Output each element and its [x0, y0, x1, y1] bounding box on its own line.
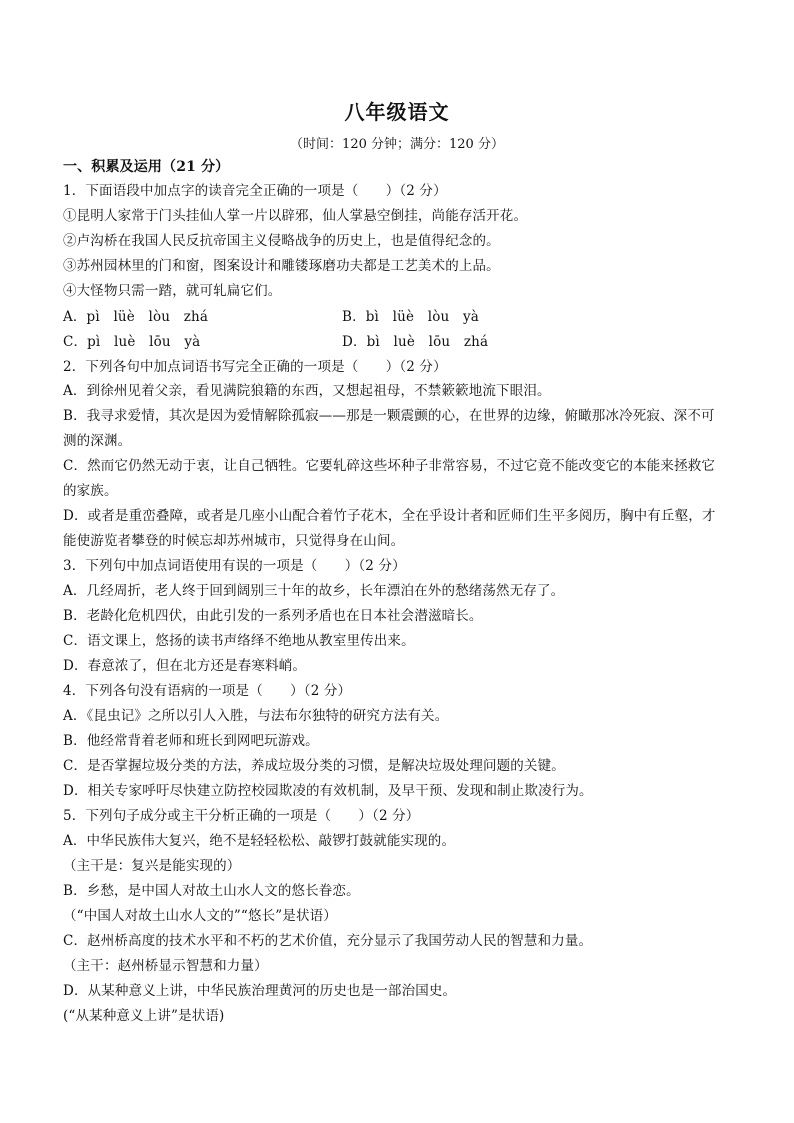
question-4-option-d: D．相关专家呼吁尽快建立防控校园欺凌的有效机制，及早干预、发现和制止欺凌行为。: [63, 783, 593, 799]
question-5-option-d: D．从某种意义上讲，中华民族治理黄河的历史也是一部治国史。: [63, 983, 457, 999]
question-3-option-d: D．春意浓了，但在北方还是春寒料峭。: [63, 658, 307, 674]
question-5-option-a-note: （主干是：复兴是能实现的）: [63, 858, 241, 874]
question-1-sentence-4: ④大怪物只需一踏，就可轧扁它们。: [63, 283, 282, 299]
question-5-option-b: B．乡愁，是中国人对故土山水人文的悠长眷恋。: [63, 883, 360, 899]
question-5-option-d-note: (“从某种意义上讲”是状语): [63, 1008, 225, 1024]
question-2-option-d-cont: 能使游览者攀登的时候忘却苏州城市，只觉得身在山间。: [63, 533, 405, 549]
question-3-option-b: B．老龄化危机四伏，由此引发的一系列矛盾也在日本社会潜滋暗长。: [63, 608, 483, 624]
question-2-option-c-cont: 的家族。: [63, 483, 118, 499]
question-5-option-a: A．中华民族伟大复兴，绝不是轻轻松松、敲锣打鼓就能实现的。: [63, 833, 456, 849]
question-2-option-b-cont: 测的深渊。: [63, 433, 132, 449]
question-1-sentence-1: ①昆明人家常于门头挂仙人掌一片以辟邪，仙人掌悬空倒挂，尚能存活开花。: [63, 208, 528, 224]
question-1-sentence-3: ③苏州园林里的门和窗，图案设计和雕镂琢磨功夫都是工艺美术的上品。: [63, 258, 500, 274]
question-2-option-a: A．到徐州见着父亲，看见满院狼籍的东西，又想起祖母，不禁簌簌地流下眼泪。: [63, 383, 551, 399]
exam-time-info: （时间：120 分钟；满分：120 分）: [290, 137, 504, 152]
section-heading: 一、积累及运用（21 分）: [63, 159, 230, 175]
question-5-option-b-note: （“中国人对故土山水人文的”“悠长”是状语）: [63, 908, 337, 924]
question-2-option-c: C．然而它仍然无动于衷，让自己牺牲。它要轧碎这些坏种子非常容易，不过它竟不能改变它的本能来拯救它: [63, 458, 716, 474]
question-1-option-c: C．pì luè lōu yà: [63, 334, 201, 350]
question-5: 5．下列句子成分或主干分析正确的一项是（ ）（2 分）: [63, 808, 420, 824]
page-title: 八年级语文: [344, 100, 450, 124]
question-4: 4．下列各句没有语病的一项是（ ）（2 分）: [63, 683, 352, 699]
question-2: 2．下列各句中加点词语书写完全正确的一项是（ ）（2 分）: [63, 359, 447, 375]
question-5-option-c: C．赵州桥高度的技术水平和不朽的艺术价值，充分显示了我国劳动人民的智慧和力量。: [63, 933, 593, 949]
question-4-option-c: C．是否掌握垃圾分类的方法，养成垃圾分类的习惯，是解决垃圾处理问题的关键。: [63, 758, 565, 774]
question-1-sentence-2: ②卢沟桥在我国人民反抗帝国主义侵略战争的历史上，也是值得纪念的。: [63, 233, 500, 249]
question-3-option-a: A．几经周折，老人终于回到阔别三十年的故乡，长年漂泊在外的愁绪荡然无存了。: [63, 583, 565, 599]
question-3-option-c: C．语文课上，悠扬的读书声络绎不绝地从教室里传出来。: [63, 633, 415, 649]
question-2-option-d: D．或者是重峦叠障，或者是几座小山配合着竹子花木，全在乎设计者和匠师们生平多阅历，胸中有丘壑，才: [63, 508, 716, 524]
question-1-option-b: B．bì lüè lòu yà: [342, 309, 479, 325]
question-1-option-d: D．bì luè lōu zhá: [342, 334, 489, 350]
question-1-option-a: A．pì lüè lòu zhá: [63, 309, 209, 325]
question-4-option-a: A．《昆虫记》之所以引人入胜，与法布尔独特的研究方法有关。: [63, 708, 449, 724]
question-5-option-c-note: （主干：赵州桥显示智慧和力量）: [63, 958, 268, 974]
question-2-option-b: B．我寻求爱情，其次是因为爱情解除孤寂——那是一颗震颤的心，在世界的边缘，俯瞰那冰冷死寂、深不可: [63, 408, 715, 424]
question-4-option-b: B．他经常背着老师和班长到网吧玩游戏。: [63, 733, 319, 749]
question-1: 1．下面语段中加点字的读音完全正确的一项是（ ）（2 分）: [63, 183, 447, 199]
question-3: 3．下列句中加点词语使用有误的一项是（ ）（2 分）: [63, 558, 406, 574]
